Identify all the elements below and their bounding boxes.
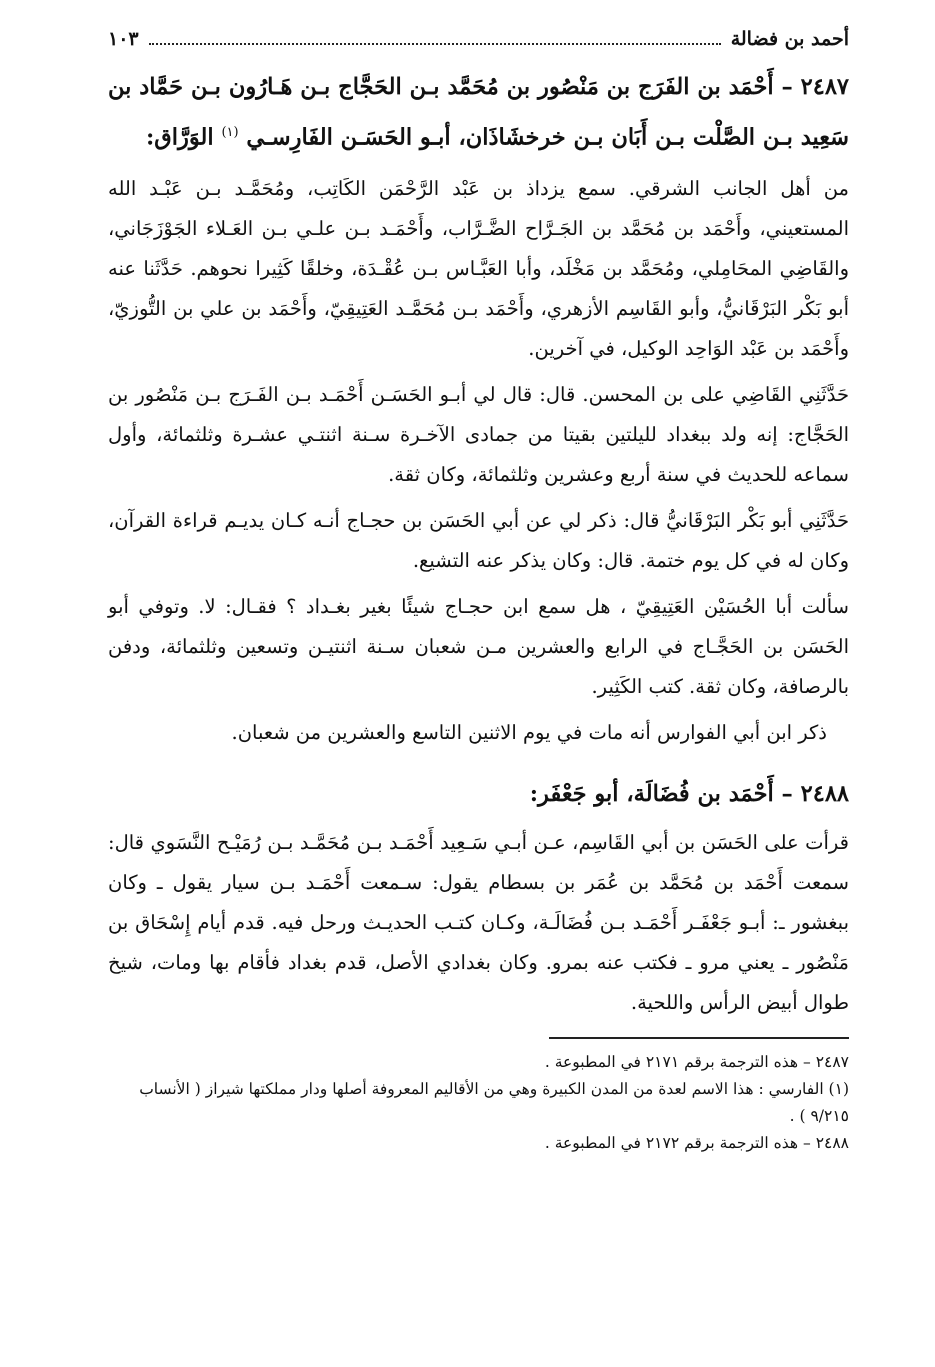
paragraph: حَدَّثَنِي أبو بَكْر البَرْقَانيُّ قال: ذكر لي عن أبي الحَسَن بن حجـاج أنـه كـان يديـم قراءة القرآن، وكان له في كل يوم ختمة. قال: وكان يذكر عنه التشيع. [108,508,849,572]
entry-2487 [108,64,849,753]
paragraph: ذكر ابن أبي الفوارس أنه مات في يوم الاثنين التاسع والعشرين من شعبان. [231,720,827,744]
entry-title [108,64,849,161]
entry-title [108,771,849,817]
running-header [108,28,849,60]
footnote-divider [549,1037,849,1039]
header-dotted-leader [149,43,721,45]
footnote: ٢٤٨٧ – هذه الترجمة برقم ٢١٧١ في المطبوعة . [544,1052,849,1071]
footnotes [108,1049,849,1157]
paragraph: من أهل الجانب الشرقي. سمع يزداذ بن عَبْد الرَّحْمَن الكَاتِب، ومُحَمَّـد بـن عَبْـد الله المستعيني، وأَحْمَد بن مُحَمَّد بن الجَـرَّاح الضَّـرَّاب، وأَحْمَـد بـن علـي بـن العَـلاء الجَوْزَجَاني، والقَاضِي المحَامِلي، ومُحَمَّد بن مَخْلَد، وأبا العَبَّـاس بـن عُقْـدَة، وخلقًا كَثِيرا نحوهم. حَدَّثَنا عنه أبو بَكْر البَرْقَانيُّ، وأبو القَاسِم الأزهري، وأَحْمَد بـن مُحَمَّـد العَتِيقِيّ، وأَحْمَد بن علي بن التُّوزيّ، وأَحْمَد بن عَبْد الوَاحِد الوكيل، في آخرين. [108,176,849,360]
paragraph: قرأت على الحَسَن بن أبي القَاسِم، عـن أبـي سَـعِيد أَحْمَـد بـن مُحَمَّـد بـن رُمَيْـح النَّسَوي قال: سمعت أَحْمَد بن مُحَمَّد بن عُمَر بن بسطام يقول: سـمعت أَحْمَـد بـن سيار يقول ـ وكان ببغشور ـ: أبـو جَعْفَـر أَحْمَـد بـن فُضَالَـة، وكـان كتـب الحديـث ورحل فيه. قدم أيام إِسْحَاق بن مَنْصُور ـ يعني مرو ـ فكتب عنه بمرو. وكان بغدادي الأصل، قدم بغداد فأقام بها ومات، شيخ طوال أبيض الرأس واللحية. [108,830,849,1014]
footnote: ٢٤٨٨ – هذه الترجمة برقم ٢١٧٢ في المطبوعة . [544,1133,849,1152]
entry-title-end: الوَرَّاق: [145,124,214,151]
footnote: (١) الفارسي : هذا الاسم لعدة من المدن الكبيرة وهي من الأقاليم المعروفة أصلها ودار مملكتها شيراز ( الأنساب ٩/٢١٥ ) . [139,1079,849,1125]
running-title: أحمد بن فضالة [730,28,849,50]
footnote-marker: (١) [221,125,239,140]
page-number: ١٠٣ [108,28,139,50]
paragraph: سألت أبا الحُسَيْن العَتِيقِيّ ، هل سمع ابن حجـاج شيئًا بغير بغـداد ؟ فقـال: لا. وتوفي أبو الحَسَن بن الحَجَّـاج في الرابع والعشرين مـن شعبان سـنة اثنتيـن وتسعين وثلثمائة، ودفن بالرصافة، وكان ثقة. كتب الكَثِير. [108,594,849,698]
paragraph: حَدَّثَنِي القَاضِي على بن المحسن. قال: قال لي أبـو الحَسَـن أَحْمَـد بـن الفَـرَج بـن مَنْصُور بن الحَجَّاج: إنه ولد ببغداد لليلتين بقيتا من جمادى الآخـرة سـنة اثنتـي عشـرة وثلثمائة، وأول سماعه للحديث في سنة أربع وعشرين وثلثمائة، وكان ثقة. [108,382,849,486]
entry-title-text: ٢٤٨٧ – أَحْمَد بن الفَرَج بن مَنْصُور بن مُحَمَّد بـن الحَجَّاج بـن هَـارُون بـن حَمَّاد بن سَعِيد بـن الصَّلْت بـن أَبَان بـن خرخشَاذَان، أبـو الحَسَـن الفَارِسـي [108,74,849,151]
entry-2488 [108,771,849,1023]
entry-title-text: ٢٤٨٨ – أَحْمَد بن فُضَالَة، أبو جَعْفَر: [529,780,849,807]
